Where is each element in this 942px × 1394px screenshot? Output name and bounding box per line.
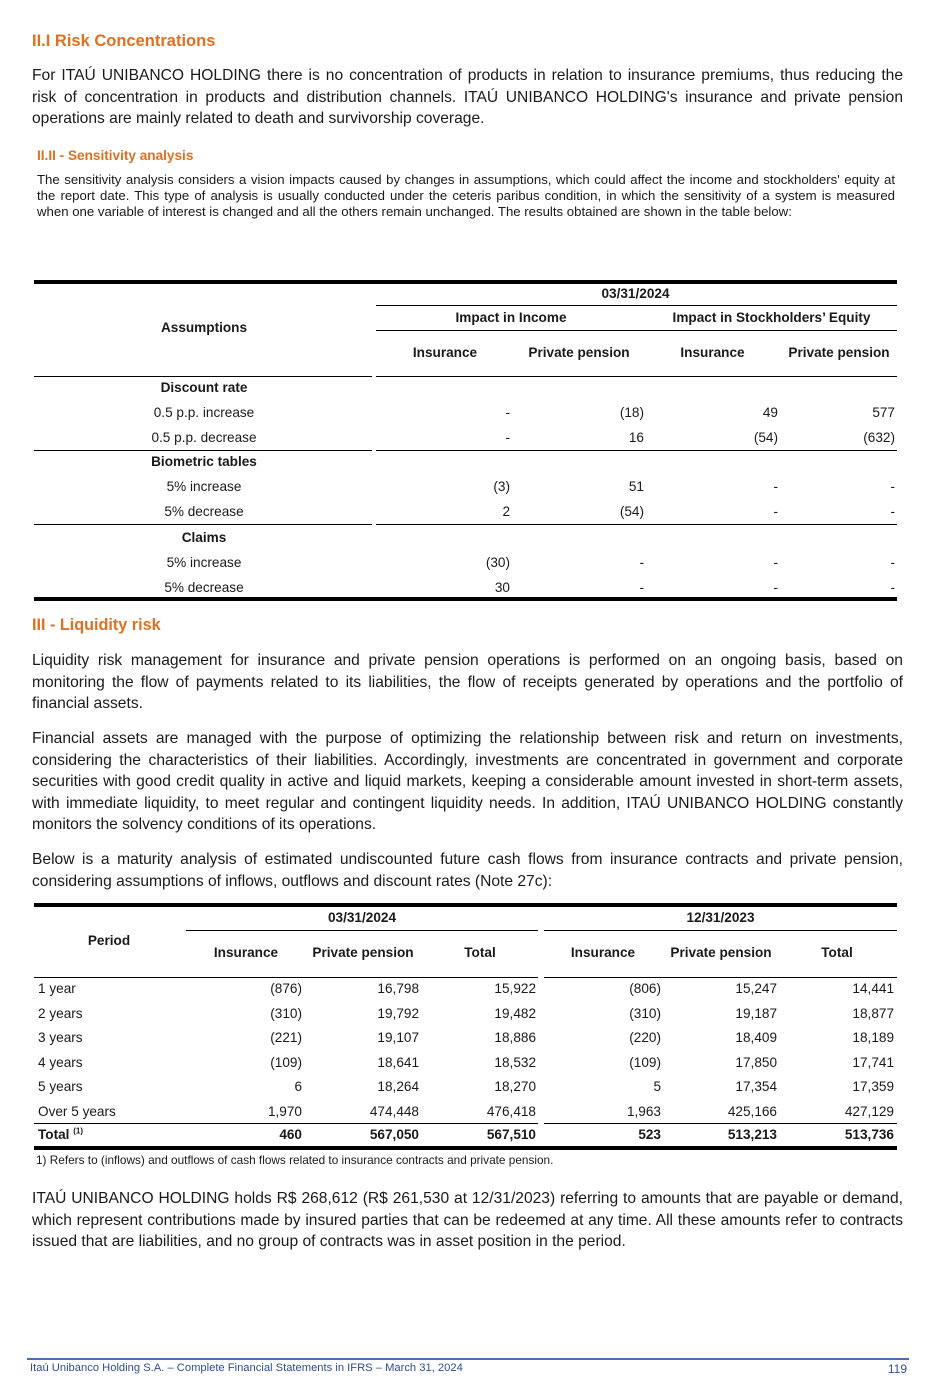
mat-col-header: Insurance — [570, 945, 636, 960]
sens-row-label: 5% increase — [166, 555, 242, 570]
sens-group-income: Impact in Income — [455, 310, 567, 325]
rule — [34, 524, 372, 525]
table-bottom-rule — [34, 597, 897, 601]
mat-cell: (221) — [270, 1030, 302, 1045]
mat-date-header-2023: 12/31/2023 — [686, 910, 755, 925]
sens-cell: - — [773, 580, 778, 595]
sens-col-header: Insurance — [412, 345, 478, 360]
mat-cell: 19,482 — [494, 1005, 536, 1021]
mat-cell: 6 — [294, 1079, 302, 1094]
liquidity-paragraph-1: Liquidity risk management for insurance and private pension operations is performed on an ongoing basis, based on monitoring the flow of payments related to its liabilities, the flow of receipts generated by operations and the portfolio of financial assets. — [32, 652, 903, 712]
mat-total-cell: 513,736 — [844, 1127, 894, 1142]
rule — [376, 330, 897, 331]
mat-cell: (220) — [629, 1030, 661, 1045]
mat-cell: 15,922 — [494, 981, 536, 996]
mat-cell: 14,441 — [852, 981, 894, 996]
mat-cell: 16,798 — [377, 981, 419, 996]
table-top-rule — [34, 903, 897, 907]
liquidity-paragraph-3: Below is a maturity analysis of estimated undiscounted future cash flows from insurance contracts and private pension, considering assumptions of inflows, outflows and discount rates (Note 27c): — [32, 851, 903, 890]
rule — [544, 1123, 897, 1124]
mat-total-cell: 460 — [279, 1127, 302, 1142]
mat-date-header-2024: 03/31/2024 — [327, 910, 397, 925]
sens-row-label: 0.5 p.p. increase — [153, 405, 255, 420]
rule — [34, 376, 372, 377]
liquidity-heading: III - Liquidity risk — [32, 616, 161, 634]
sensitivity-heading: II.II - Sensitivity analysis — [37, 148, 194, 163]
mat-total-cell: 567,050 — [369, 1127, 419, 1142]
sens-cell: - — [639, 580, 644, 595]
sens-cell: (632) — [863, 430, 895, 445]
sens-col-header: Insurance — [680, 345, 745, 360]
mat-cell: (806) — [629, 981, 661, 996]
sens-cell: - — [773, 479, 778, 494]
mat-cell: 19,107 — [377, 1030, 419, 1045]
mat-cell: 18,264 — [377, 1079, 419, 1094]
risk-concentrations-paragraph: For ITAÚ UNIBANCO HOLDING there is no concentration of products in relation to insurance premiums, thus reducing the risk of concentration in products and distribution channels. ITAÚ UNIBANCO HOLDING's insurance and private pension operations are mainly related to death and survivorship coverage. — [32, 67, 903, 127]
sens-cell: - — [639, 555, 644, 570]
sens-cell: - — [505, 430, 510, 445]
sens-date-header: 03/31/2024 — [601, 286, 670, 301]
mat-cell: 18,532 — [494, 1054, 536, 1070]
sens-cell: - — [773, 504, 778, 519]
table-bottom-rule — [34, 1146, 897, 1150]
mat-total-cell: 523 — [638, 1127, 661, 1142]
sens-cell: (30) — [485, 555, 510, 570]
sens-cell: 30 — [494, 580, 510, 595]
sens-group-equity: Impact in Stockholders’ Equity — [672, 310, 871, 325]
mat-cell: 474,448 — [369, 1103, 419, 1119]
mat-cell: 18,409 — [735, 1030, 777, 1045]
sens-cell: - — [890, 580, 895, 595]
risk-concentrations-heading: II.I Risk Concentrations — [32, 32, 216, 50]
sens-cell: - — [890, 479, 895, 494]
sens-row-label: 0.5 p.p. decrease — [151, 430, 257, 445]
sens-cell: - — [890, 555, 895, 570]
page-number: 119 — [887, 1362, 907, 1376]
rule — [544, 977, 897, 978]
sens-col-header: Private pension — [788, 345, 890, 360]
mat-cell: 5 — [653, 1079, 661, 1094]
mat-cell: 18,641 — [377, 1054, 419, 1070]
mat-cell: (310) — [270, 1005, 302, 1021]
liquidity-paragraph-4: ITAÚ UNIBANCO HOLDING holds R$ 268,612 (R$ 261,530 at 12/31/2023) referring to amounts that are payable or demand, which represent contributions made by insured parties that can be redeemed at any time. All these amounts refer to contracts issued that are liabilities, and no group of contracts was in asset position in the period. — [32, 1190, 903, 1250]
sens-group-label: Discount rate — [160, 380, 248, 395]
mat-cell: 19,187 — [735, 1005, 777, 1021]
mat-cell: 17,354 — [735, 1079, 777, 1094]
mat-col-header: Total — [464, 945, 496, 960]
sens-cell: (54) — [619, 504, 644, 519]
mat-col-header: Private pension — [312, 945, 414, 960]
mat-cell: 18,270 — [494, 1079, 536, 1094]
rule — [544, 930, 897, 931]
sens-group-label: Claims — [181, 530, 227, 545]
rule — [34, 450, 372, 451]
sens-cell: 16 — [628, 430, 644, 445]
mat-cell: (876) — [270, 981, 302, 996]
mat-cell: 1,970 — [267, 1103, 302, 1119]
liquidity-paragraph-2: Financial assets are managed with the purpose of optimizing the relationship between risk and return on investments, considering the characteristics of their liabilities. Accordingly, investments are concentrated in government and corporate securities with good credit quality in active and liquid markets, keeping a considerable amount invested in short-term assets, with immediate liquidity, to meet regular and contingent liquidity needs. In addition, ITAÚ UNIBANCO HOLDING constantly monitors the solvency conditions of its operations. — [32, 730, 903, 833]
mat-cell: (310) — [629, 1005, 661, 1021]
mat-col-header: Insurance — [213, 945, 279, 960]
mat-row-label: 3 years — [38, 1030, 83, 1045]
mat-total-cell: 513,213 — [727, 1127, 777, 1142]
mat-cell: 18,886 — [494, 1030, 536, 1045]
mat-cell: 15,247 — [735, 981, 777, 996]
sens-cell: 51 — [628, 479, 644, 494]
table-top-rule — [34, 280, 897, 284]
mat-row-label: 2 years — [38, 1005, 83, 1021]
sens-cell: - — [890, 504, 895, 519]
rule — [34, 977, 538, 978]
rule — [376, 524, 897, 525]
mat-total-cell: 567,510 — [486, 1127, 536, 1142]
sens-cell: - — [773, 555, 778, 570]
sens-cell: (54) — [753, 430, 778, 445]
sens-group-label: Biometric tables — [151, 454, 257, 469]
mat-row-label: 1 year — [38, 981, 76, 996]
mat-col-header: Total — [821, 945, 853, 960]
rule — [376, 450, 897, 451]
mat-cell: 17,741 — [852, 1054, 894, 1070]
mat-cell: 17,359 — [852, 1079, 894, 1094]
sens-assumptions-header: Assumptions — [160, 320, 248, 335]
sens-cell: (3) — [493, 479, 510, 494]
sens-row-label: 5% decrease — [164, 504, 244, 519]
mat-cell: 17,850 — [735, 1054, 777, 1070]
mat-cell: 18,189 — [852, 1030, 894, 1045]
sens-cell: 2 — [502, 504, 510, 519]
rule — [376, 376, 897, 377]
mat-cell: (109) — [629, 1054, 661, 1070]
mat-cell: 425,166 — [727, 1103, 777, 1119]
sens-cell: 49 — [762, 405, 778, 420]
mat-cell: 1,963 — [626, 1103, 661, 1119]
mat-cell: 476,418 — [486, 1103, 536, 1119]
sens-col-header: Private pension — [528, 345, 630, 360]
footer-rule — [27, 1358, 909, 1360]
mat-row-label: 5 years — [38, 1079, 83, 1094]
rule — [376, 305, 897, 306]
rule — [186, 930, 538, 931]
sens-row-label: 5% increase — [166, 479, 242, 494]
footer-text: Itaú Unibanco Holding S.A. – Complete Financial Statements in IFRS – March 31, 2024 — [30, 1362, 463, 1374]
maturity-footnote: 1) Refers to (inflows) and outflows of cash flows related to insurance contracts and private pension. — [36, 1153, 554, 1167]
mat-row-label: 4 years — [38, 1054, 83, 1070]
mat-col-header: Private pension — [670, 945, 772, 960]
mat-cell: 18,877 — [852, 1005, 894, 1021]
sens-row-label: 5% decrease — [164, 580, 244, 595]
mat-period-header: Period — [87, 933, 131, 948]
footnote-marker: (1) — [73, 1126, 84, 1136]
mat-total-label: Total $^{(1)}$ — [38, 1126, 84, 1142]
mat-cell: 19,792 — [377, 1005, 419, 1021]
sens-cell: 577 — [872, 405, 895, 420]
rule — [34, 1123, 538, 1124]
mat-row-label: Over 5 years — [38, 1103, 116, 1119]
sens-cell: (18) — [619, 405, 644, 420]
sensitivity-paragraph: The sensitivity analysis considers a vision impacts caused by changes in assumptions, which could affect the income and stockholders' equity at the report date. This type of analysis is usually conducted under the ceteris paribus condition, in which the sensitivity of a system is measured when one variable of interest is changed and all the others remain unchanged. The results obtained are shown in the table below: — [37, 172, 895, 220]
sens-cell: - — [505, 405, 510, 420]
mat-cell: 427,129 — [844, 1103, 894, 1119]
mat-cell: (109) — [270, 1054, 302, 1070]
